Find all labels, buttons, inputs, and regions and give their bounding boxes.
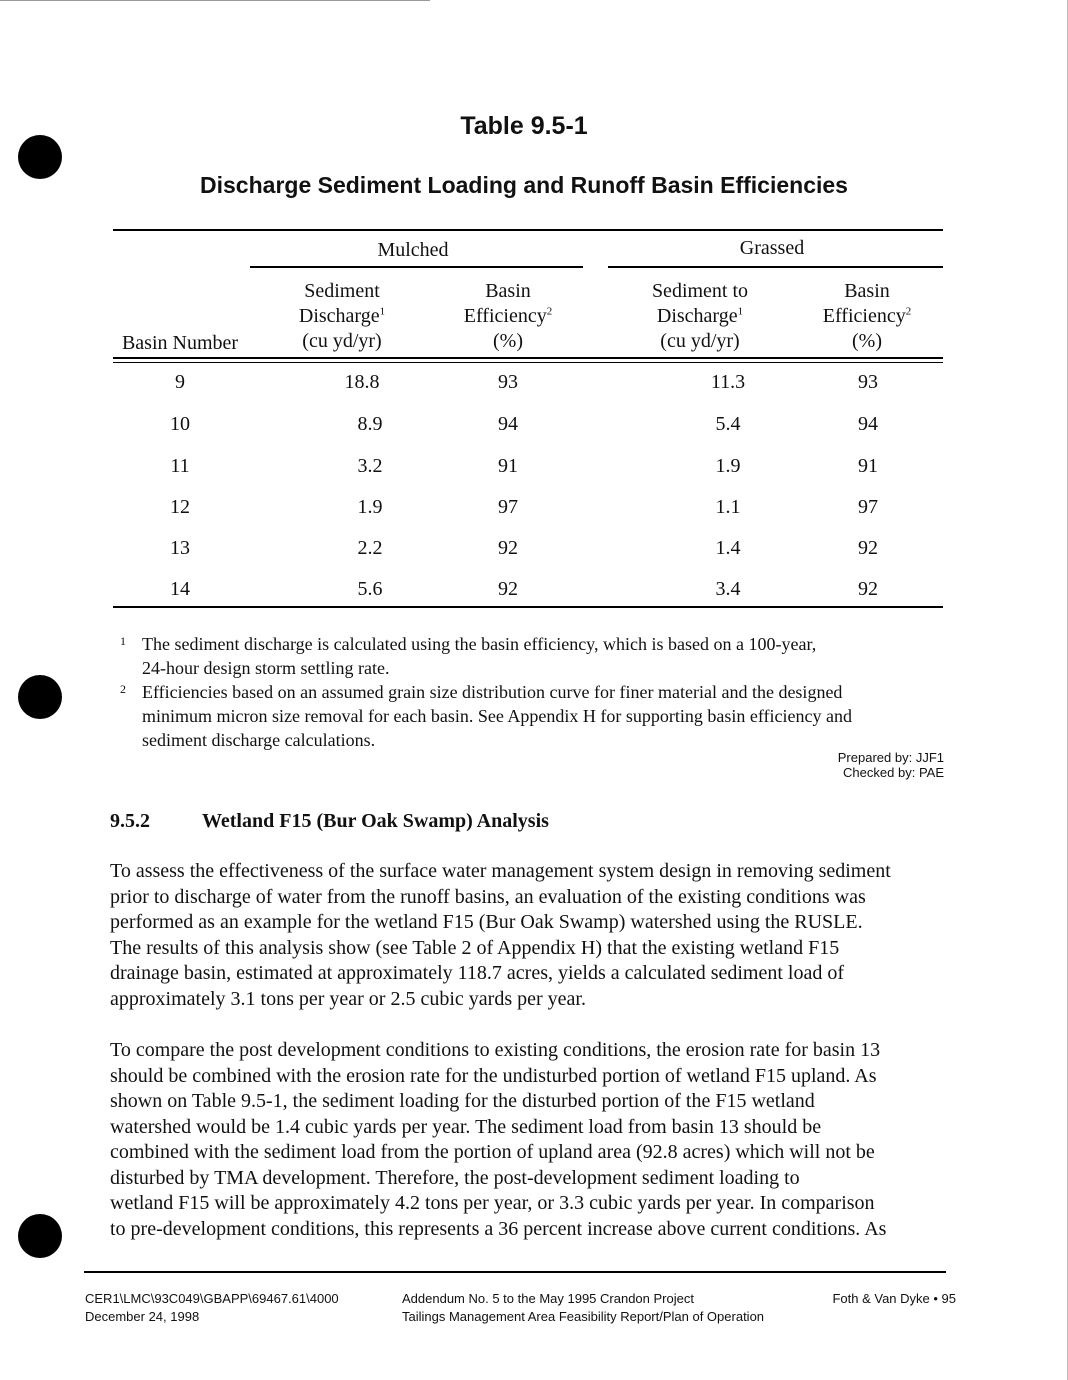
footer-left — [85, 1290, 339, 1326]
table-title: Table 9.5-1 — [460, 112, 588, 140]
paragraph-line: combined with the sediment load from the portion of upland area (92.8 acres) which will not be — [110, 1141, 875, 1163]
cell-mulched-efficiency: 94 — [498, 413, 518, 435]
paragraph-line: watershed would be 1.4 cubic yards per year. The sediment load from basin 13 should be — [110, 1115, 822, 1138]
cell-grassed-sediment: 1.9 — [715, 455, 741, 477]
header-line: Sediment to — [651, 280, 749, 302]
footnote-line: 24-hour design storm settling rate. — [142, 658, 390, 678]
header-line: (cu yd/yr) — [660, 330, 740, 352]
checked-by: Checked by: PAE — [843, 765, 944, 780]
cell-grassed-efficiency: 92 — [858, 578, 878, 600]
paragraph-line: disturbed by TMA development. Therefore, the post-development sediment loading to — [110, 1166, 800, 1189]
cell-basin: 9 — [175, 371, 185, 393]
cell-grassed-efficiency: 93 — [858, 371, 878, 393]
cell-grassed-sediment: 3.4 — [715, 578, 741, 600]
paragraph-line: performed as an example for the wetland F15 (Bur Oak Swamp) watershed using the RUSLE. — [110, 911, 863, 933]
header-line: Basin — [844, 280, 890, 302]
cell-mulched-efficiency: 92 — [498, 578, 518, 600]
header-line: (%) — [493, 330, 523, 352]
punch-hole-middle — [18, 675, 62, 719]
paragraph-line: prior to discharge of water from the runoff basins, an evaluation of the existing conditions was — [110, 885, 866, 908]
footnote-line: sediment discharge calculations. — [142, 730, 376, 750]
col-header-mulched-efficiency — [438, 279, 578, 354]
footnote-number: 1 — [120, 634, 126, 648]
cell-basin: 14 — [170, 578, 190, 600]
grassed-group-rule — [608, 266, 943, 268]
col-header-basin-number: Basin Number — [121, 332, 239, 354]
cell-grassed-sediment: 11.3 — [710, 371, 746, 393]
paragraph-line: approximately 3.1 tons per year or 2.5 cubic yards per year. — [110, 987, 586, 1010]
footer-right: Foth & Van Dyke • 95 — [832, 1291, 956, 1306]
paragraph-2 — [110, 1038, 950, 1242]
paragraph-line: shown on Table 9.5-1, the sediment loading for the disturbed portion of the F15 wetland — [110, 1090, 815, 1112]
prepared-by: Prepared by: JJF1 — [837, 750, 944, 765]
section-heading — [110, 810, 549, 833]
footnote-line: The sediment discharge is calculated using the basin efficiency, which is based on a 100-year, — [142, 634, 817, 654]
header-double-rule-top — [113, 357, 943, 359]
cell-grassed-efficiency: 97 — [858, 496, 878, 518]
footnote-line: Efficiencies based on an assumed grain size distribution curve for finer material and the designed — [142, 682, 843, 702]
cell-basin: 12 — [170, 496, 190, 518]
scan-top-edge — [0, 0, 430, 1]
paragraph-line: wetland F15 will be approximately 4.2 tons per year, or 3.3 cubic yards per year. In comparison — [110, 1192, 875, 1214]
section-title: Wetland F15 (Bur Oak Swamp) Analysis — [202, 810, 549, 832]
cell-grassed-sediment: 5.4 — [715, 413, 741, 435]
cell-mulched-sediment: 2.2 — [357, 537, 383, 559]
cell-mulched-sediment: 1.9 — [357, 496, 383, 518]
header-line: (%) — [852, 330, 882, 352]
paragraph-line: To assess the effectiveness of the surface water management system design in removing sediment — [110, 860, 891, 882]
cell-basin: 10 — [170, 413, 190, 435]
cell-mulched-efficiency: 91 — [498, 455, 518, 477]
cell-grassed-sediment: 1.4 — [715, 537, 741, 559]
paragraph-1 — [110, 859, 950, 1012]
footnote-number: 2 — [120, 682, 126, 696]
footer-document-line: Addendum No. 5 to the May 1995 Crandon Project — [402, 1291, 694, 1306]
cell-basin: 13 — [170, 537, 190, 559]
mulched-group-rule — [250, 266, 583, 268]
footer-document-line: Tailings Management Area Feasibility Report/Plan of Operation — [402, 1309, 765, 1324]
table-bottom-rule — [113, 606, 943, 608]
footnote-1 — [142, 632, 816, 680]
cell-mulched-sediment: 18.8 — [344, 371, 380, 393]
footer-rule — [84, 1271, 946, 1273]
section-number: 9.5.2 — [110, 810, 150, 832]
header-line: Basin — [485, 280, 531, 302]
cell-mulched-efficiency: 93 — [498, 371, 518, 393]
paragraph-line: drainage basin, estimated at approximately 118.7 acres, yields a calculated sediment load of — [110, 962, 844, 984]
cell-basin: 11 — [170, 455, 190, 477]
mulched-group-header: Mulched — [377, 239, 449, 261]
punch-hole-bottom — [18, 1214, 62, 1258]
paragraph-line: To compare the post development conditions to existing conditions, the erosion rate for basin 13 — [110, 1039, 881, 1061]
table-top-rule — [113, 229, 943, 231]
header-double-rule-bottom — [113, 362, 943, 363]
col-header-grassed-sediment — [630, 279, 770, 354]
paragraph-line: should be combined with the erosion rate for the undisturbed portion of wetland F15 upland. As — [110, 1064, 877, 1087]
footnote-2 — [142, 680, 852, 752]
cell-grassed-efficiency: 92 — [858, 537, 878, 559]
footer-center — [402, 1290, 764, 1326]
footer-date: December 24, 1998 — [85, 1309, 200, 1324]
cell-mulched-sediment: 5.6 — [357, 578, 383, 600]
cell-grassed-efficiency: 91 — [858, 455, 878, 477]
cell-mulched-sediment: 3.2 — [357, 455, 383, 477]
paragraph-line: to pre-development conditions, this represents a 36 percent increase above current conditions. As — [110, 1217, 887, 1240]
header-line: Efficiency$^2$ — [463, 305, 553, 327]
header-line: (cu yd/yr) — [302, 330, 382, 352]
header-line: Discharge$^1$ — [656, 305, 744, 327]
prepared-by-block — [838, 750, 944, 780]
cell-mulched-efficiency: 97 — [498, 496, 518, 518]
table-subtitle: Discharge Sediment Loading and Runoff Basin Efficiencies — [200, 172, 848, 198]
cell-grassed-sediment: 1.1 — [715, 496, 741, 518]
header-line: Efficiency$^2$ — [822, 305, 912, 327]
grassed-group-header: Grassed — [739, 237, 805, 259]
header-line: Sediment — [304, 280, 380, 302]
col-header-grassed-efficiency — [797, 279, 937, 354]
cell-grassed-efficiency: 94 — [858, 413, 878, 435]
cell-mulched-sediment: 8.9 — [357, 413, 383, 435]
footnote-line: minimum micron size removal for each basin. See Appendix H for supporting basin efficiency and — [142, 706, 852, 726]
cell-mulched-efficiency: 92 — [498, 537, 518, 559]
paragraph-line: The results of this analysis show (see Table 2 of Appendix H) that the existing wetland F15 — [110, 936, 840, 959]
footer-path: CER1\LMC\93C049\GBAPP\69467.61\4000 — [85, 1291, 339, 1306]
col-header-mulched-sediment — [272, 279, 412, 354]
header-line: Discharge$^1$ — [298, 305, 386, 327]
